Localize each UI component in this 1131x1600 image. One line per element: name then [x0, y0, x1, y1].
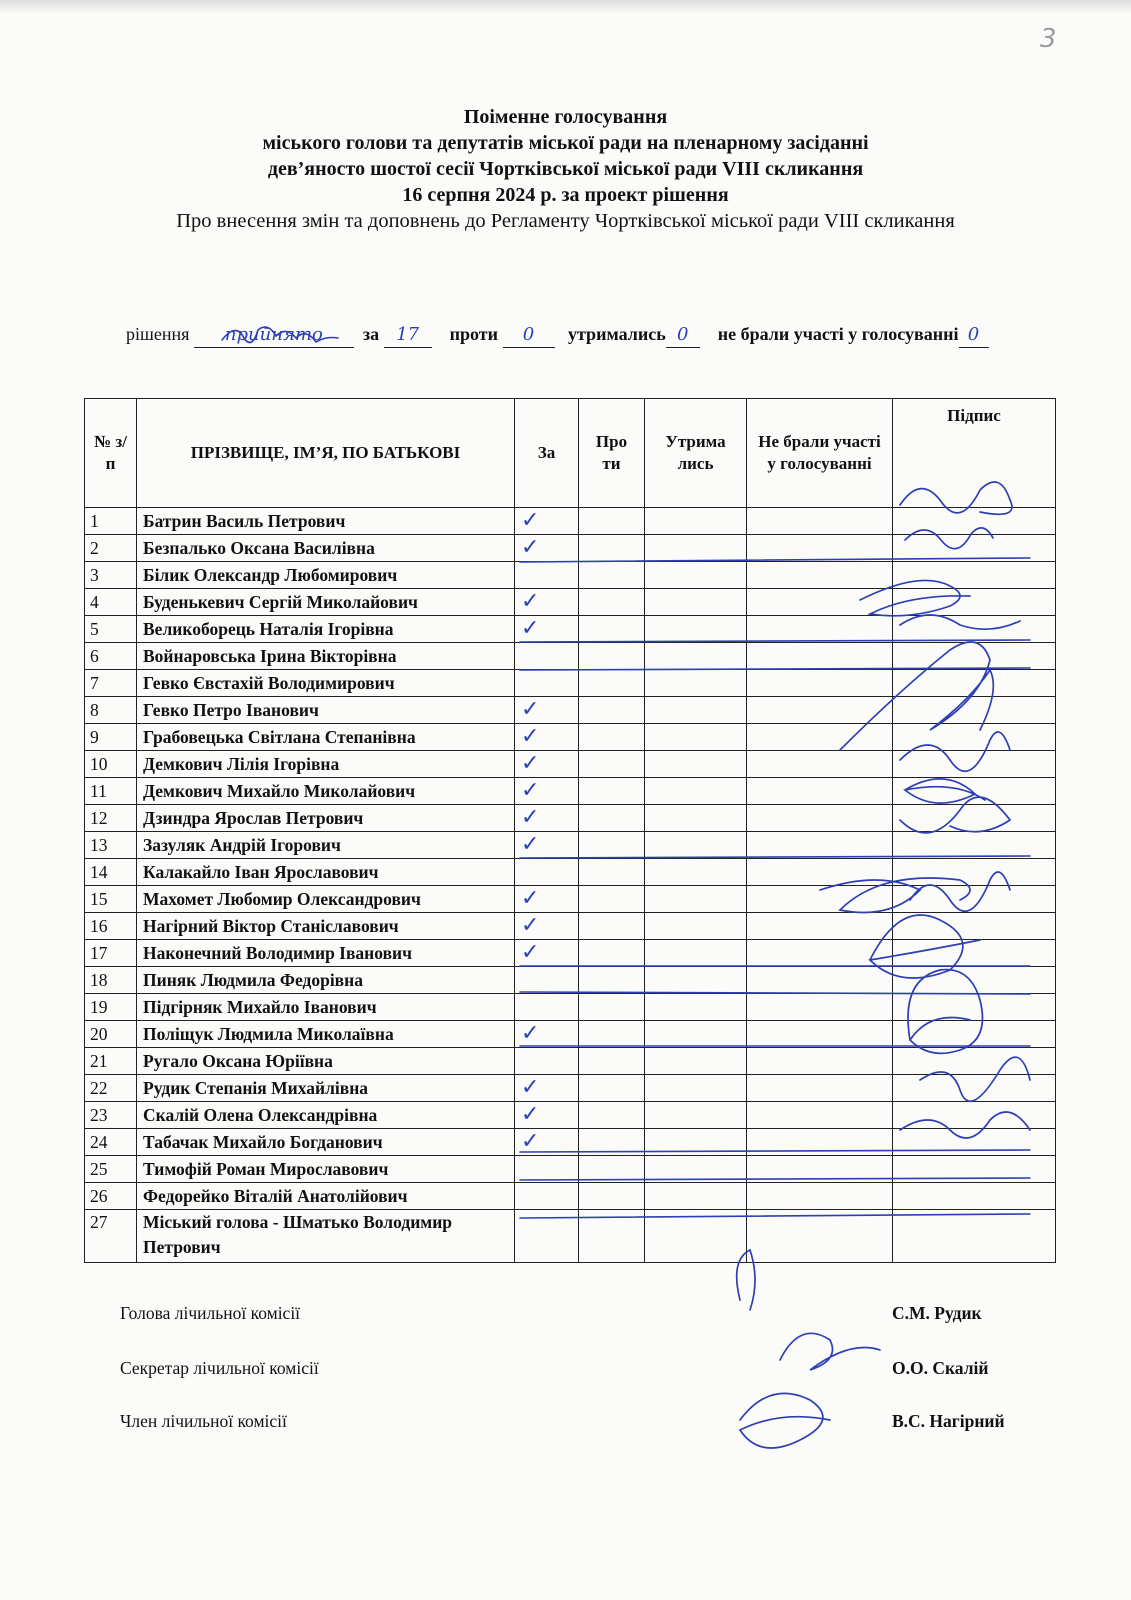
deputy-name: Грабовецька Світлана Степанівна — [137, 724, 515, 751]
decision-label: рішення — [126, 324, 190, 344]
vote-utrym — [645, 778, 747, 805]
vote-ne-braly — [747, 616, 893, 643]
vote-za — [515, 1210, 579, 1263]
vote-ne-braly — [747, 1129, 893, 1156]
vote-utrym — [645, 1210, 747, 1263]
vote-utrym — [645, 859, 747, 886]
table-row — [85, 670, 1056, 697]
table-row — [85, 1021, 1056, 1048]
table-row — [85, 508, 1056, 535]
vote-utrym — [645, 1075, 747, 1102]
chairman-role: Голова лічильної комісії — [120, 1303, 301, 1323]
vote-utrym — [645, 940, 747, 967]
member-name: В.С. Нагірний — [892, 1411, 1005, 1431]
table-row — [85, 778, 1056, 805]
vote-utrym — [645, 1156, 747, 1183]
vote-ne-braly — [747, 886, 893, 913]
signature-cell — [893, 562, 1056, 589]
vote-ne-braly — [747, 859, 893, 886]
check-mark-icon: ✓ — [521, 589, 540, 614]
row-number: 5 — [85, 616, 137, 643]
vote-ne-braly — [747, 535, 893, 562]
vote-ne-braly — [747, 913, 893, 940]
deputy-name: Нагірний Віктор Станіславович — [137, 913, 515, 940]
row-number: 17 — [85, 940, 137, 967]
vote-proty — [579, 508, 645, 535]
za-value: 17 — [384, 323, 432, 348]
check-mark-icon: ✓ — [521, 832, 540, 857]
za-label: за — [362, 324, 380, 344]
vote-utrym — [645, 994, 747, 1021]
vote-ne-braly — [747, 994, 893, 1021]
vote-proty — [579, 751, 645, 778]
table-row — [85, 1156, 1056, 1183]
col-proty: Про ти — [579, 399, 645, 508]
signature-cell — [893, 508, 1056, 535]
vote-za — [515, 805, 579, 832]
deputy-name: Калакайло Іван Ярославович — [137, 859, 515, 886]
vote-proty — [579, 859, 645, 886]
deputy-name: Зазуляк Андрій Ігорович — [137, 832, 515, 859]
check-mark-icon: ✓ — [521, 508, 540, 533]
signature-cell — [893, 697, 1056, 724]
signature-cell — [893, 832, 1056, 859]
table-row — [85, 805, 1056, 832]
signature-cell — [893, 1129, 1056, 1156]
vote-za — [515, 1075, 579, 1102]
deputy-name: Підгірняк Михайло Іванович — [137, 994, 515, 1021]
col-number: № з/п — [85, 399, 137, 508]
row-number: 1 — [85, 508, 137, 535]
signature-cell — [893, 724, 1056, 751]
draft-decision-title: Про внесення змін та доповнень до Регламенту Чортківської міської ради VIII скликання — [176, 210, 955, 232]
vote-proty — [579, 1210, 645, 1263]
vote-utrym — [645, 832, 747, 859]
row-number: 2 — [85, 535, 137, 562]
deputy-name: Демкович Лілія Ігорівна — [137, 751, 515, 778]
vote-proty — [579, 994, 645, 1021]
vote-proty — [579, 562, 645, 589]
check-mark-icon: ✓ — [521, 724, 540, 749]
vote-proty — [579, 589, 645, 616]
document-header — [0, 104, 1131, 235]
vote-proty — [579, 967, 645, 994]
vote-utrym — [645, 913, 747, 940]
ne-braly-label: не брали участі у голосуванні — [717, 324, 959, 344]
vote-utrym — [645, 589, 747, 616]
deputy-name: Великоборець Наталія Ігорівна — [137, 616, 515, 643]
signature-cell — [893, 913, 1056, 940]
signature-cell — [893, 1183, 1056, 1210]
check-mark-icon: ✓ — [521, 535, 540, 560]
table-row — [85, 1102, 1056, 1129]
signature-cell — [893, 670, 1056, 697]
vote-za — [515, 859, 579, 886]
row-number: 3 — [85, 562, 137, 589]
vote-za — [515, 616, 579, 643]
deputy-name: Дзиндра Ярослав Петрович — [137, 805, 515, 832]
row-number: 26 — [85, 1183, 137, 1210]
signature-cell — [893, 643, 1056, 670]
row-number: 9 — [85, 724, 137, 751]
vote-utrym — [645, 805, 747, 832]
table-row — [85, 1183, 1056, 1210]
vote-ne-braly — [747, 508, 893, 535]
table-row — [85, 589, 1056, 616]
vote-ne-braly — [747, 751, 893, 778]
vote-ne-braly — [747, 643, 893, 670]
row-number: 19 — [85, 994, 137, 1021]
vote-ne-braly — [747, 562, 893, 589]
signature-cell — [893, 940, 1056, 967]
table-row — [85, 643, 1056, 670]
row-number: 13 — [85, 832, 137, 859]
table-row — [85, 859, 1056, 886]
row-number: 21 — [85, 1048, 137, 1075]
scan-edge — [0, 0, 1131, 14]
chairman-name: С.М. Рудик — [892, 1303, 982, 1323]
vote-ne-braly — [747, 724, 893, 751]
table-row — [85, 562, 1056, 589]
vote-za — [515, 778, 579, 805]
row-number: 20 — [85, 1021, 137, 1048]
deputy-name: Батрин Василь Петрович — [137, 508, 515, 535]
signature-cell — [893, 1075, 1056, 1102]
vote-proty — [579, 1129, 645, 1156]
table-row — [85, 616, 1056, 643]
check-mark-icon: ✓ — [521, 778, 540, 803]
signature-cell — [893, 1210, 1056, 1263]
row-number: 14 — [85, 859, 137, 886]
title-line-4: 16 серпня 2024 р. за проект рішення — [402, 184, 729, 206]
vote-utrym — [645, 1102, 747, 1129]
signature-cell — [893, 1021, 1056, 1048]
vote-za — [515, 913, 579, 940]
row-number: 7 — [85, 670, 137, 697]
vote-za — [515, 1183, 579, 1210]
vote-proty — [579, 778, 645, 805]
vote-ne-braly — [747, 940, 893, 967]
page-number: 3 — [1040, 24, 1057, 54]
deputy-name: Наконечний Володимир Іванович — [137, 940, 515, 967]
table-row — [85, 724, 1056, 751]
vote-utrym — [645, 670, 747, 697]
vote-utrym — [645, 967, 747, 994]
vote-ne-braly — [747, 1102, 893, 1129]
signature-cell — [893, 778, 1056, 805]
table-row — [85, 886, 1056, 913]
secretary-name: О.О. Скалій — [892, 1358, 989, 1378]
title-line-3: дев’яносто шостої сесії Чортківської міської ради VIII скликання — [267, 158, 864, 180]
row-number: 24 — [85, 1129, 137, 1156]
vote-utrym — [645, 535, 747, 562]
ne-braly-value: 0 — [959, 323, 989, 348]
table-row — [85, 535, 1056, 562]
signature-cell — [893, 1156, 1056, 1183]
deputy-name: Білик Олександр Любомирович — [137, 562, 515, 589]
utrym-value: 0 — [666, 323, 700, 348]
vote-proty — [579, 913, 645, 940]
col-name: ПРІЗВИЩЕ, ІМ’Я, ПО БАТЬКОВІ — [137, 399, 515, 508]
vote-za — [515, 967, 579, 994]
vote-proty — [579, 670, 645, 697]
vote-utrym — [645, 724, 747, 751]
row-number: 4 — [85, 589, 137, 616]
decision-value: прийнято — [194, 323, 354, 348]
vote-za — [515, 886, 579, 913]
vote-proty — [579, 1075, 645, 1102]
vote-za — [515, 1102, 579, 1129]
row-number: 6 — [85, 643, 137, 670]
vote-utrym — [645, 1183, 747, 1210]
deputy-name: Рудик Степанія Михайлівна — [137, 1075, 515, 1102]
check-mark-icon: ✓ — [521, 940, 540, 965]
vote-proty — [579, 1156, 645, 1183]
vote-ne-braly — [747, 670, 893, 697]
check-mark-icon: ✓ — [521, 1129, 540, 1154]
row-number: 18 — [85, 967, 137, 994]
signature-cell — [893, 1048, 1056, 1075]
vote-utrym — [645, 751, 747, 778]
deputy-name: Демкович Михайло Миколайович — [137, 778, 515, 805]
deputy-name: Гевко Євстахій Володимирович — [137, 670, 515, 697]
table-row — [85, 1210, 1056, 1263]
signature-cell — [893, 535, 1056, 562]
vote-ne-braly — [747, 589, 893, 616]
check-mark-icon: ✓ — [521, 913, 540, 938]
vote-za — [515, 724, 579, 751]
col-utrym: Утрима лись — [645, 399, 747, 508]
vote-ne-braly — [747, 1021, 893, 1048]
table-header-row — [85, 399, 1056, 508]
deputy-name: Федорейко Віталій Анатолійович — [137, 1183, 515, 1210]
vote-ne-braly — [747, 1156, 893, 1183]
col-za: За — [515, 399, 579, 508]
check-mark-icon: ✓ — [521, 805, 540, 830]
row-number: 11 — [85, 778, 137, 805]
check-mark-icon: ✓ — [521, 1075, 540, 1100]
signature-cell — [893, 967, 1056, 994]
vote-za — [515, 589, 579, 616]
vote-ne-braly — [747, 778, 893, 805]
vote-za — [515, 535, 579, 562]
member-role: Член лічильної комісії — [120, 1411, 287, 1431]
deputy-name: Тимофій Роман Мирославович — [137, 1156, 515, 1183]
deputy-name: Войнаровська Ірина Вікторівна — [137, 643, 515, 670]
signature-cell — [893, 859, 1056, 886]
check-mark-icon: ✓ — [521, 751, 540, 776]
vote-za — [515, 832, 579, 859]
deputy-name: Табачак Михайло Богданович — [137, 1129, 515, 1156]
check-mark-icon: ✓ — [521, 1102, 540, 1127]
vote-proty — [579, 535, 645, 562]
col-ne-braly: Не брали участі у голосуванні — [747, 399, 893, 508]
vote-proty — [579, 1183, 645, 1210]
vote-za — [515, 751, 579, 778]
signature-cell — [893, 751, 1056, 778]
proty-label: проти — [449, 324, 498, 344]
vote-proty — [579, 643, 645, 670]
table-row — [85, 751, 1056, 778]
vote-za — [515, 994, 579, 1021]
row-number: 23 — [85, 1102, 137, 1129]
table-row — [85, 1048, 1056, 1075]
vote-ne-braly — [747, 967, 893, 994]
deputy-name: Поліщук Людмила Миколаївна — [137, 1021, 515, 1048]
vote-za — [515, 1021, 579, 1048]
table-row — [85, 913, 1056, 940]
row-number: 22 — [85, 1075, 137, 1102]
table-row — [85, 940, 1056, 967]
deputy-name: Безпалько Оксана Василівна — [137, 535, 515, 562]
vote-proty — [579, 805, 645, 832]
deputy-name: Махомет Любомир Олександрович — [137, 886, 515, 913]
vote-proty — [579, 832, 645, 859]
title-line-2: міського голови та депутатів міської ради на пленарному засіданні — [262, 132, 869, 154]
deputy-name: Буденькевич Сергій Миколайович — [137, 589, 515, 616]
vote-za — [515, 697, 579, 724]
row-number: 12 — [85, 805, 137, 832]
row-number: 25 — [85, 1156, 137, 1183]
signature-cell — [893, 886, 1056, 913]
vote-za — [515, 940, 579, 967]
deputy-name: Пиняк Людмила Федорівна — [137, 967, 515, 994]
row-number: 10 — [85, 751, 137, 778]
decision-summary — [126, 322, 1052, 348]
deputy-name: Ругало Оксана Юріївна — [137, 1048, 515, 1075]
deputy-name: Скалій Олена Олександрівна — [137, 1102, 515, 1129]
secretary-role: Секретар лічильної комісії — [120, 1358, 319, 1378]
vote-utrym — [645, 562, 747, 589]
vote-za — [515, 1048, 579, 1075]
table-row — [85, 967, 1056, 994]
vote-utrym — [645, 1021, 747, 1048]
table-row — [85, 1129, 1056, 1156]
vote-proty — [579, 1021, 645, 1048]
signature-cell — [893, 805, 1056, 832]
check-mark-icon: ✓ — [521, 886, 540, 911]
row-number: 27 — [85, 1210, 137, 1263]
vote-ne-braly — [747, 1183, 893, 1210]
signature-cell — [893, 994, 1056, 1021]
vote-utrym — [645, 616, 747, 643]
table-row — [85, 832, 1056, 859]
vote-ne-braly — [747, 1210, 893, 1263]
vote-proty — [579, 940, 645, 967]
utrym-label: утримались — [568, 324, 666, 344]
vote-utrym — [645, 697, 747, 724]
title-line-1: Поіменне голосування — [463, 106, 668, 128]
signature-cell — [893, 589, 1056, 616]
vote-ne-braly — [747, 697, 893, 724]
vote-proty — [579, 1102, 645, 1129]
vote-ne-braly — [747, 832, 893, 859]
row-number: 16 — [85, 913, 137, 940]
table-row — [85, 994, 1056, 1021]
vote-utrym — [645, 886, 747, 913]
vote-za — [515, 508, 579, 535]
signature-cell — [893, 616, 1056, 643]
vote-za — [515, 1129, 579, 1156]
vote-utrym — [645, 643, 747, 670]
vote-proty — [579, 1048, 645, 1075]
check-mark-icon: ✓ — [521, 697, 540, 722]
vote-za — [515, 1156, 579, 1183]
proty-value: 0 — [503, 323, 555, 348]
vote-ne-braly — [747, 1075, 893, 1102]
check-mark-icon: ✓ — [521, 1021, 540, 1046]
vote-utrym — [645, 1129, 747, 1156]
vote-ne-braly — [747, 1048, 893, 1075]
table-row — [85, 697, 1056, 724]
vote-proty — [579, 724, 645, 751]
table-row — [85, 1075, 1056, 1102]
check-mark-icon: ✓ — [521, 616, 540, 641]
col-signature: Підпис — [893, 399, 1056, 508]
vote-utrym — [645, 508, 747, 535]
vote-table — [84, 398, 1056, 1263]
row-number: 15 — [85, 886, 137, 913]
vote-za — [515, 670, 579, 697]
vote-ne-braly — [747, 805, 893, 832]
vote-proty — [579, 616, 645, 643]
deputy-name: Міський голова - Шматько Володимир Петрович — [137, 1210, 515, 1263]
vote-proty — [579, 886, 645, 913]
vote-za — [515, 562, 579, 589]
vote-proty — [579, 697, 645, 724]
row-number: 8 — [85, 697, 137, 724]
vote-utrym — [645, 1048, 747, 1075]
deputy-name: Гевко Петро Іванович — [137, 697, 515, 724]
signature-cell — [893, 1102, 1056, 1129]
vote-za — [515, 643, 579, 670]
